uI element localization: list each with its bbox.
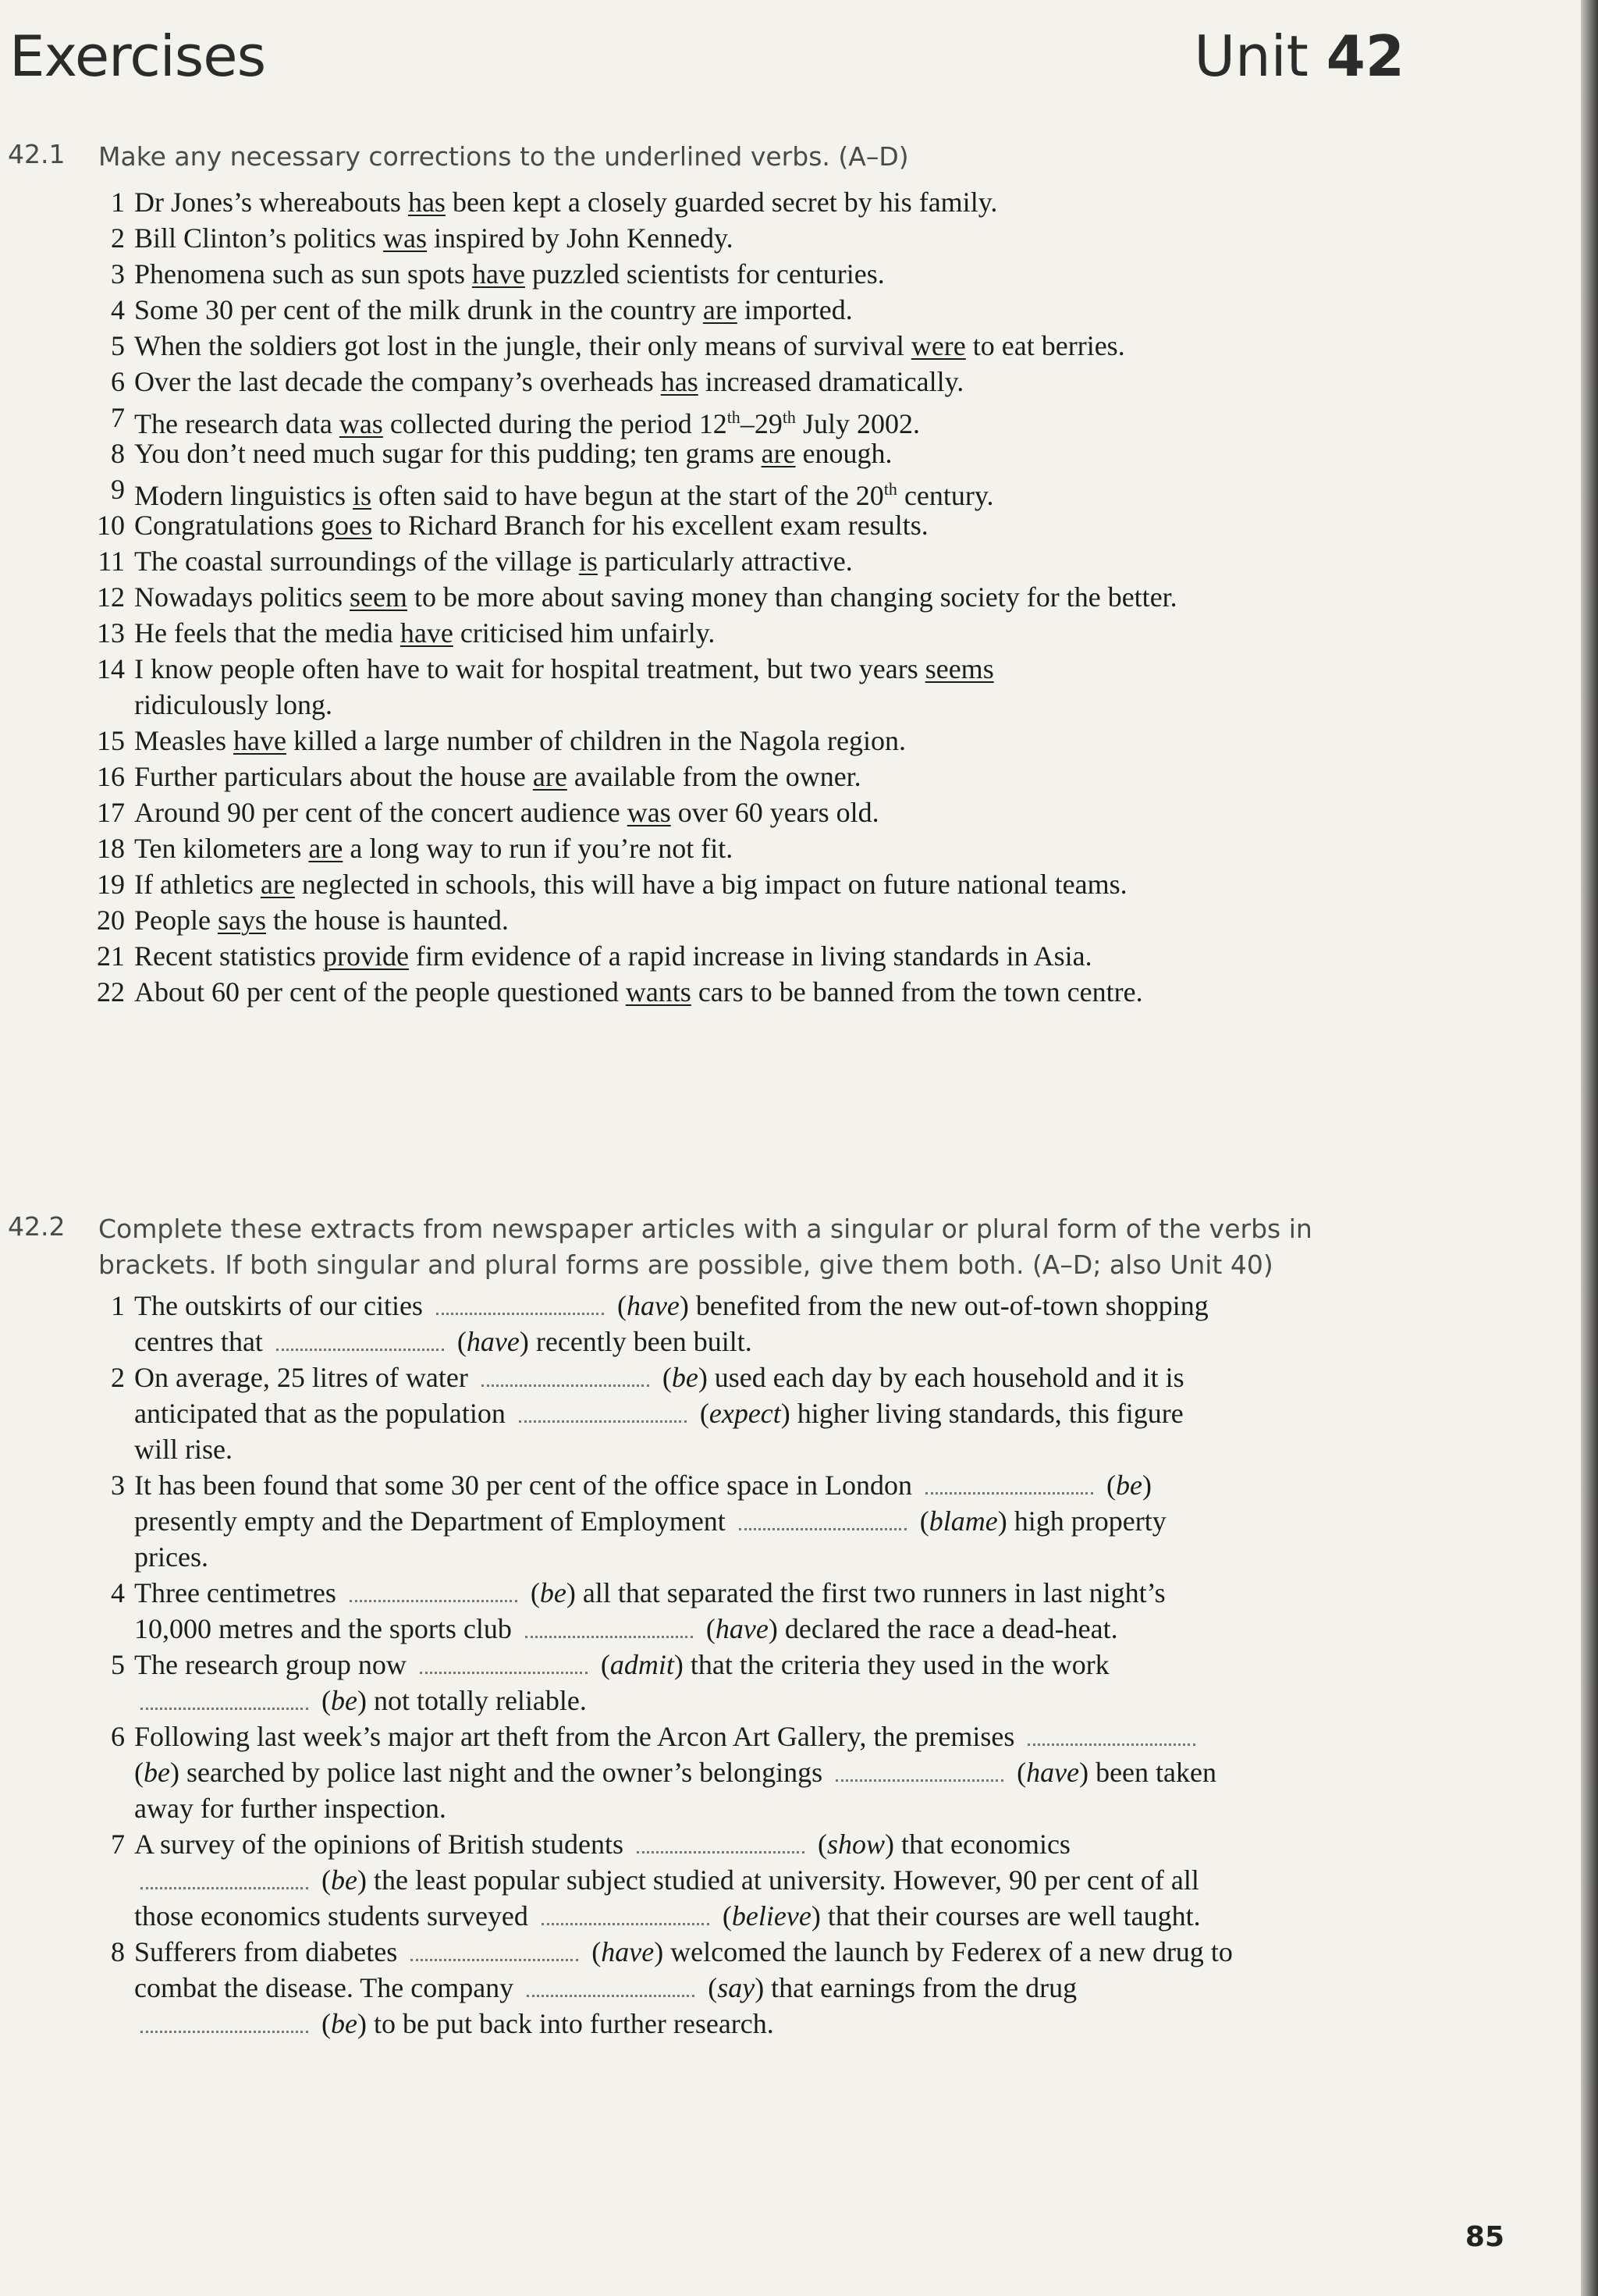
- item-number: 5: [111, 1649, 125, 1680]
- item-text-segment: ) high property: [997, 1505, 1167, 1537]
- item-text-segment: The research group now: [134, 1649, 414, 1680]
- item-text-after: –29: [740, 408, 783, 439]
- item-text-before: People: [134, 905, 218, 936]
- item-text-segment: ) declared the race a dead-heat.: [768, 1613, 1118, 1644]
- item-text-after: July 2002.: [795, 408, 920, 439]
- item-text-segment: ) recently been built.: [519, 1326, 752, 1357]
- underlined-verb: was: [339, 408, 383, 439]
- item-text-segment: (: [584, 1936, 602, 1967]
- item-number: 4: [111, 294, 125, 325]
- item-text-segment: (: [1010, 1757, 1027, 1788]
- item-text-after: cars to be banned from the town centre.: [691, 976, 1143, 1008]
- item-text-segment: presently empty and the Department of Employment: [134, 1505, 733, 1537]
- item-text: [134, 938, 1398, 974]
- item-text-segment: Three centimetres: [134, 1577, 343, 1608]
- item-text-segment: ) been taken: [1079, 1757, 1216, 1788]
- item-text-segment: (: [314, 1685, 331, 1716]
- page-header: [0, 23, 1404, 101]
- item-number: 18: [97, 833, 125, 864]
- item-number: 3: [111, 258, 125, 290]
- item-text-after: particularly attractive.: [597, 546, 853, 577]
- item-text: [134, 651, 1398, 723]
- item-text: [134, 794, 1398, 830]
- item-text-before: He feels that the media: [134, 617, 400, 649]
- item-text-before: The research data: [134, 408, 339, 439]
- underlined-verb: seems: [925, 653, 994, 684]
- item-text-segment: ) benefited from the new out-of-town shopping: [679, 1290, 1209, 1321]
- item-number: 8: [111, 1936, 125, 1967]
- item-text-segment: (: [701, 1972, 718, 2003]
- underlined-verb: has: [407, 187, 446, 218]
- item-text-before: Some 30 per cent of the milk drunk in the country: [134, 294, 703, 325]
- item-number: 16: [97, 761, 125, 792]
- item-number: 20: [97, 905, 125, 936]
- item-text: [134, 1359, 1398, 1467]
- item-text-after: increased dramatically.: [698, 366, 964, 397]
- answer-blank: [925, 1475, 1093, 1495]
- item-text-segment: (: [134, 1757, 144, 1788]
- underlined-verb: have: [233, 725, 286, 756]
- item-text-segment: ) to be put back into further research.: [357, 2008, 774, 2039]
- item-number: 17: [97, 797, 125, 828]
- item-text-before: Nowadays politics: [134, 581, 350, 613]
- underlined-verb: is: [578, 546, 598, 577]
- item-text-before: If athletics: [134, 869, 261, 900]
- item-text-after: criticised him unfairly.: [453, 617, 716, 649]
- item-text-segment: Following last week’s major art theft from the Arcon Art Gallery, the premises: [134, 1721, 1022, 1752]
- verb-hint: be: [1116, 1470, 1142, 1501]
- item-text-after: available from the owner.: [566, 761, 861, 792]
- item-number: 1: [111, 1290, 125, 1321]
- item-number: 4: [111, 1577, 125, 1608]
- item-text-segment: ) that their courses are well taught.: [811, 1900, 1201, 1932]
- item-text: [134, 830, 1398, 866]
- item-text: [134, 1934, 1398, 2042]
- underlined-verb: are: [532, 761, 567, 792]
- item-number: 13: [97, 617, 125, 649]
- verb-hint: be: [539, 1577, 566, 1608]
- item-text-segment: ) higher living standards, this figure: [780, 1398, 1184, 1429]
- verb-hint: be: [331, 1864, 357, 1896]
- answer-blank: [140, 1870, 308, 1889]
- answer-blank: [739, 1511, 907, 1530]
- item-text: [134, 579, 1398, 615]
- item-number: 2: [111, 222, 125, 254]
- superscript: th: [726, 407, 740, 427]
- item-number: 5: [111, 330, 125, 361]
- item-text: [134, 974, 1398, 1010]
- item-text-after: often said to have begun at the start of the 20: [371, 480, 884, 511]
- item-text-before: When the soldiers got lost in the jungle, their only means of survival: [134, 330, 911, 361]
- superscript: th: [782, 407, 796, 427]
- item-text-segment: (: [692, 1398, 709, 1429]
- item-number: 11: [98, 546, 125, 577]
- answer-blank: [519, 1403, 687, 1423]
- item-text-segment: The outskirts of our cities: [134, 1290, 430, 1321]
- item-text-before: Further particulars about the house: [134, 761, 533, 792]
- item-text-segment: centres that: [134, 1326, 270, 1357]
- verb-hint: blame: [929, 1505, 998, 1537]
- item-text-before: Phenomena such as sun spots: [134, 258, 472, 290]
- item-number: 15: [97, 725, 125, 756]
- item-number: 22: [97, 976, 125, 1008]
- item-text-after: puzzled scientists for centuries.: [524, 258, 885, 290]
- item-text: [134, 543, 1398, 579]
- underlined-verb: are: [260, 869, 295, 900]
- item-text-segment: (: [593, 1649, 610, 1680]
- item-text: [134, 1718, 1398, 1826]
- item-text: [134, 328, 1398, 364]
- exercise-instruction: Complete these extracts from newspaper articles with a singular or plural form of the verbs in brackets. If both singular and plural forms are possible, give them both. (A–D; also Unit 40): [98, 1214, 1312, 1280]
- verb-hint: show: [826, 1829, 886, 1860]
- item-text-segment: On average, 25 litres of water: [134, 1362, 475, 1393]
- item-text-after: inspired by John Kennedy.: [427, 222, 733, 254]
- answer-blank: [481, 1367, 649, 1387]
- item-text-continued: ridiculously long.: [134, 689, 332, 720]
- item-text: [134, 759, 1398, 794]
- item-text-segment: (: [655, 1362, 672, 1393]
- item-text-segment: will rise.: [134, 1434, 233, 1465]
- item-text-after: imported.: [737, 294, 853, 325]
- item-text-segment: (: [314, 2008, 331, 2039]
- underlined-verb: are: [702, 294, 737, 325]
- item-text-segment: ) the least popular subject studied at university. However, 90 per cent of all: [357, 1864, 1199, 1896]
- answer-blank: [836, 1762, 1003, 1782]
- item-number: 3: [111, 1470, 125, 1501]
- verb-hint: have: [715, 1613, 769, 1644]
- page-title: Exercises: [9, 23, 266, 89]
- verb-hint: admit: [609, 1649, 674, 1680]
- item-text-segment: ) welcomed the launch by Federex of a new drug to: [654, 1936, 1233, 1967]
- item-text-segment: ) not totally reliable.: [357, 1685, 587, 1716]
- page-number: 85: [1465, 2221, 1504, 2253]
- item-text-segment: ) that the criteria they used in the work: [673, 1649, 1110, 1680]
- item-text-after: neglected in schools, this will have a big impact on future national teams.: [294, 869, 1127, 900]
- item-number: 1: [111, 187, 125, 218]
- verb-hint: say: [717, 1972, 755, 2003]
- item-text-before: Around 90 per cent of the concert audience: [134, 797, 627, 828]
- answer-blank: [542, 1906, 709, 1925]
- verb-hint: have: [466, 1326, 520, 1357]
- item-number: 14: [97, 653, 125, 684]
- item-text-segment: those economics students surveyed: [134, 1900, 535, 1932]
- item-text-segment: (: [912, 1505, 929, 1537]
- underlined-verb: have: [400, 617, 453, 649]
- item-text: [134, 1575, 1398, 1647]
- item-text-before: I know people often have to wait for hospital treatment, but two years: [134, 653, 925, 684]
- item-number: 6: [111, 1721, 125, 1752]
- underlined-verb: wants: [625, 976, 691, 1008]
- underlined-verb: have: [471, 258, 525, 290]
- item-text-after: been kept a closely guarded secret by his family.: [445, 187, 998, 218]
- underlined-verb: is: [352, 480, 371, 511]
- item-number: 7: [111, 402, 125, 433]
- underlined-verb: provide: [322, 940, 409, 972]
- underlined-verb: was: [627, 797, 671, 828]
- item-text-after: enough.: [795, 438, 893, 469]
- item-text-segment: (: [1099, 1470, 1117, 1501]
- item-text-segment: (: [810, 1829, 827, 1860]
- item-text: [134, 723, 1398, 759]
- item-text-before: Ten kilometers: [134, 833, 309, 864]
- item-number: 21: [97, 940, 125, 972]
- unit-prefix: Unit: [1194, 23, 1309, 89]
- item-text-after: to Richard Branch for his excellent exam results.: [371, 510, 929, 541]
- answer-blank: [1028, 1726, 1195, 1746]
- exercise-number: 42.2: [8, 1211, 66, 1242]
- item-text-before: Dr Jones’s whereabouts: [134, 187, 408, 218]
- item-text-segment: ) used each day by each household and it is: [698, 1362, 1184, 1393]
- item-text: [134, 507, 1398, 543]
- item-text: [134, 1826, 1398, 1934]
- item-text-segment: ) searched by police last night and the owner’s belongings: [169, 1757, 830, 1788]
- item-text-segment: ) all that separated the first two runners in last night’s: [566, 1577, 1166, 1608]
- item-text: [134, 435, 1398, 471]
- item-text-before: You don’t need much sugar for this pudding; ten grams: [134, 438, 762, 469]
- answer-blank: [436, 1295, 604, 1315]
- verb-hint: have: [1026, 1757, 1080, 1788]
- item-number: 7: [111, 1829, 125, 1860]
- item-text-segment: A survey of the opinions of British students: [134, 1829, 630, 1860]
- underlined-verb: has: [660, 366, 698, 397]
- answer-blank: [527, 1978, 694, 1997]
- answer-blank: [637, 1834, 804, 1854]
- answer-blank: [420, 1654, 588, 1674]
- item-text-before: Measles: [134, 725, 233, 756]
- underlined-verb: seem: [349, 581, 407, 613]
- verb-hint: believe: [731, 1900, 811, 1932]
- underlined-verb: says: [217, 905, 266, 936]
- verb-hint: have: [601, 1936, 655, 1967]
- item-text-segment: combat the disease. The company: [134, 1972, 521, 2003]
- item-text-segment: anticipated that as the population: [134, 1398, 513, 1429]
- item-number: 8: [111, 438, 125, 469]
- underlined-verb: was: [383, 222, 428, 254]
- item-text: [134, 902, 1398, 938]
- item-text-before: Recent statistics: [134, 940, 323, 972]
- item-number: 10: [97, 510, 125, 541]
- item-text-before: Modern linguistics: [134, 480, 353, 511]
- item-text-before: The coastal surroundings of the village: [134, 546, 579, 577]
- item-text-after: a long way to run if you’re not fit.: [343, 833, 733, 864]
- item-text-segment: Sufferers from diabetes: [134, 1936, 405, 1967]
- item-text-segment: 10,000 metres and the sports club: [134, 1613, 519, 1644]
- item-text-after: century.: [897, 480, 994, 511]
- verb-hint: be: [671, 1362, 698, 1393]
- item-text-after: the house is haunted.: [265, 905, 509, 936]
- item-text: [134, 866, 1398, 902]
- item-text-before: About 60 per cent of the people questioned: [134, 976, 626, 1008]
- item-text-segment: ) that economics: [885, 1829, 1071, 1860]
- underlined-verb: are: [761, 438, 796, 469]
- item-text-before: Bill Clinton’s politics: [134, 222, 384, 254]
- item-text-segment: (: [523, 1577, 540, 1608]
- underlined-verb: were: [911, 330, 966, 361]
- item-text-segment: (: [314, 1864, 331, 1896]
- item-text: [134, 292, 1398, 328]
- superscript: th: [883, 479, 897, 499]
- item-number: 19: [97, 869, 125, 900]
- item-text-after: over 60 years old.: [670, 797, 879, 828]
- answer-blank: [140, 1690, 308, 1710]
- item-text: [134, 364, 1398, 400]
- unit-label: [1194, 23, 1404, 89]
- answer-blank: [410, 1942, 578, 1961]
- item-text-segment: prices.: [134, 1541, 208, 1573]
- verb-hint: expect: [708, 1398, 781, 1429]
- item-text: [134, 220, 1398, 256]
- item-text-after: to be more about saving money than changing society for the better.: [407, 581, 1177, 613]
- verb-hint: be: [144, 1757, 170, 1788]
- item-number: 12: [97, 581, 125, 613]
- item-text-segment: ) that earnings from the drug: [755, 1972, 1078, 2003]
- item-text: [134, 1467, 1398, 1575]
- item-text-after: killed a large number of children in the Nagola region.: [286, 725, 907, 756]
- item-text-segment: (: [449, 1326, 467, 1357]
- underlined-verb: are: [308, 833, 343, 864]
- item-text-segment: ): [1142, 1470, 1152, 1501]
- answer-blank: [525, 1619, 693, 1638]
- item-text-before: Congratulations: [134, 510, 321, 541]
- verb-hint: be: [331, 2008, 357, 2039]
- item-text-segment: It has been found that some 30 per cent of the office space in London: [134, 1470, 920, 1501]
- answer-blank: [350, 1583, 517, 1602]
- verb-hint: be: [331, 1685, 357, 1716]
- item-text-segment: (: [715, 1900, 732, 1932]
- item-text: [134, 615, 1398, 651]
- item-text: [134, 1647, 1398, 1718]
- item-text-after: to eat berries.: [965, 330, 1125, 361]
- item-text: [134, 1288, 1398, 1359]
- item-number: 6: [111, 366, 125, 397]
- verb-hint: have: [626, 1290, 680, 1321]
- item-number: 2: [111, 1362, 125, 1393]
- exercise-instruction: Make any necessary corrections to the underlined verbs. (A–D): [98, 141, 909, 172]
- item-text-before: Over the last decade the company’s overheads: [134, 366, 661, 397]
- item-text-segment: (: [698, 1613, 716, 1644]
- item-number: 9: [111, 474, 125, 505]
- item-text-after: firm evidence of a rapid increase in living standards in Asia.: [408, 940, 1092, 972]
- answer-blank: [276, 1331, 444, 1351]
- exercise-number: 42.1: [8, 139, 66, 169]
- item-text-segment: (: [609, 1290, 627, 1321]
- underlined-verb: goes: [320, 510, 372, 541]
- page-binding-edge: [1581, 0, 1598, 2296]
- answer-blank: [140, 2013, 308, 2033]
- unit-number: 42: [1326, 23, 1404, 89]
- item-text: [134, 256, 1398, 292]
- item-text: [134, 184, 1398, 220]
- item-text-after: collected during the period 12: [382, 408, 727, 439]
- item-text-segment: away for further inspection.: [134, 1793, 446, 1824]
